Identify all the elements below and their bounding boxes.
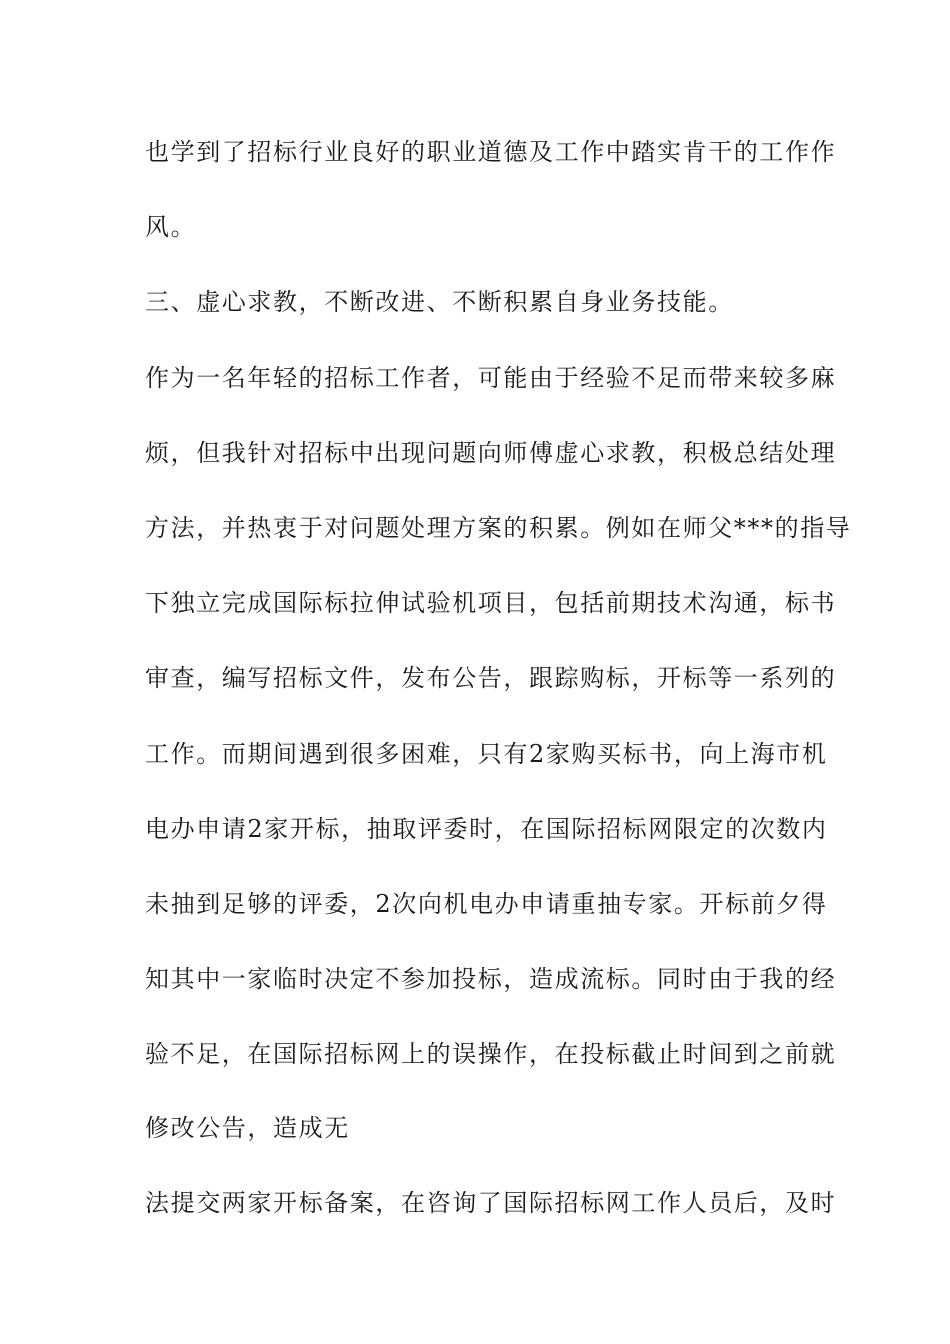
- section-heading: 三、虚心求教，不断改进、不断积累自身业务技能。: [145, 288, 734, 316]
- text-line: 审查，编写招标文件，发布公告，跟踪购标，开标等一系列的: [145, 664, 837, 692]
- text-line: 也学到了招标行业良好的职业道德及工作中踏实肯干的工作作: [145, 138, 837, 166]
- text-line: 工作。而期间遇到很多困难，只有2家购买标书，向上海市机: [145, 740, 828, 768]
- text-line: 烦，但我针对招标中出现问题向师傅虚心求教，积极总结处理: [145, 439, 837, 467]
- text-line: 知其中一家临时决定不参加投标，造成流标。同时由于我的经: [145, 965, 837, 993]
- text-line: 法提交两家开标备案，在咨询了国际招标网工作人员后，及时: [145, 1189, 837, 1217]
- text-line: 风。: [145, 213, 197, 241]
- text-line: 作为一名年轻的招标工作者，可能由于经验不足而带来较多麻: [145, 364, 837, 392]
- text-line: 修改公告，造成无: [145, 1114, 350, 1142]
- text-line: 验不足，在国际招标网上的误操作，在投标截止时间到之前就: [145, 1040, 837, 1068]
- text-line: 下独立完成国际标拉伸试验机项目，包括前期技术沟通，标书: [145, 589, 837, 617]
- text-line: 电办申请2家开标，抽取评委时，在国际招标网限定的次数内: [145, 815, 828, 843]
- text-line: 未抽到足够的评委，2次向机电办申请重抽专家。开标前夕得: [145, 890, 828, 918]
- text-line: 方法，并热衷于对问题处理方案的积累。例如在师父***的指导: [145, 514, 852, 542]
